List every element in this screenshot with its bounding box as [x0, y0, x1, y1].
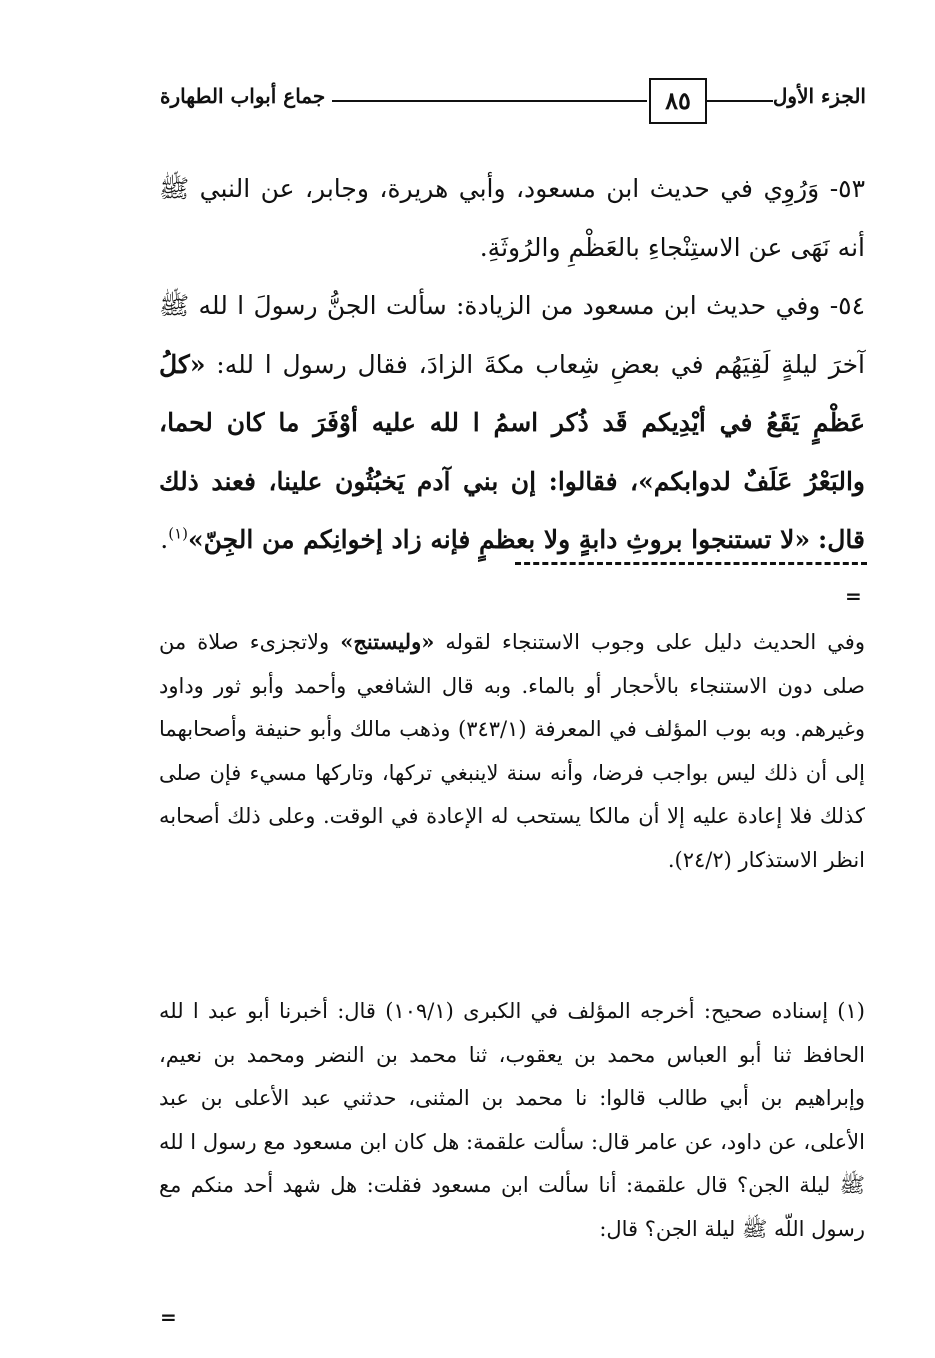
section-divider: [515, 562, 867, 575]
page-number: ٨٥: [649, 78, 707, 124]
main-text: [159, 160, 865, 570]
header-rule-right: [705, 100, 773, 102]
chapter-title: جماع أبواب الطهارة: [160, 84, 326, 108]
footnote-continuation-mark: =: [160, 1305, 177, 1329]
hadith-54: ٥٤- وفي حديث ابن مسعود من الزيادة: سألت الجنُّ رسولَ ا لله ﷺ آخرَ ليلةٍ لَقِيَهُم في بعضِ شِعاب مكةَ الزادَ، فقال رسول ا لله: «كلُ عَظْمٍ يَقَعُ في أيْدِيكم قَد ذُكر اسمُ ا لله عليه أوْفَرَ ما كان لحما، والبَعْرُ عَلَفٌ لدوابكم»، فقالوا: إن بني آدم يَخبُثُون علينا، فعند ذلك قال: «لا تستنجوا بروثِ دابةٍ ولا بعظمٍ فإنه زاد إخوانِكم من الجِنّ»$^{(١)}$.: [159, 291, 865, 554]
footnote-reference: (١): [168, 524, 188, 543]
volume-title: الجزء الأول: [772, 84, 866, 108]
commentary-part-2: ولاتجزىء صلاة من صلى دون الاستنجاء بالأحجار أو بالماء. وبه قال الشافعي وأحمد وأبو ثور وداود وغيرهم. وبه بوب المؤلف في المعرفة (٣٤٣/١) وذهب مالك وأبو حنيفة وأصحابهما إلى أن ذلك ليس بواجب فرضا، وأنه سنة لاينبغي تركها، وتاركها مسيء فإن صلى كذلك فلا إعادة عليه إلا أن مالكا يستحب له الإعادة في الوقت. وعلى ذلك أصحابه انظر الاستذكار (٢٤/٢).: [159, 630, 866, 872]
commentary-paragraph: [159, 620, 865, 882]
header-rule-left: [332, 100, 647, 102]
footnote: [159, 990, 865, 1251]
hadith-54-quote-1: «كلُ عَظْمٍ يَقَعُ في أيْدِيكم قَد ذُكر اسمُ ا لله عليه أوْفَرَ ما كان لحما، والبَعْرُ عَلَفٌ لدوابكم»: [159, 349, 865, 496]
footnote-text: (١) إسناده صحيح: أخرجه المؤلف في الكبرى (١٠٩/١) قال: أخبرنا أبو عبد ا لله الحافظ ثنا أبو العباس محمد بن يعقوب، ثنا محمد بن النضر ومحمد بن نعيم، وإبراهيم بن أبي طالب قالوا: نا محمد بن المثنى، حدثني عبد الأعلى بن عبد الأعلى، عن داود، عن عامر قال: سألت علقمة: هل كان ابن مسعود مع رسول ا لله ﷺ ليلة الجن؟ قال علقمة: أنا سألت ابن مسعود فقلت: هل شهد أحد منكم مع رسول اللّه ﷺ ليلة الجن؟ قال:: [159, 999, 865, 1241]
commentary-part-1: وفي الحديث دليل على وجوب الاستنجاء لقوله: [445, 630, 865, 654]
hadith-53: ٥٣- وَرُوِي في حديث ابن مسعود، وأبي هريرة، وجابر، عن النبي ﷺ أنه نَهَى عن الاستِنْجاءِ بالعَظْمِ والرُوثَةِ.: [159, 174, 865, 262]
hadith-54-intro: ٥٤- وفي حديث ابن مسعود من الزيادة: سألت الجنُّ رسولَ ا لله ﷺ آخرَ ليلةٍ لَقِيَهُم في بعضِ شِعاب مكةَ الزادَ، فقال رسول ا لله:: [159, 291, 865, 379]
hadith-54-quote-2: «لا تستنجوا بروثِ دابةٍ ولا بعظمٍ فإنه زاد إخوانِكم من الجِنّ»: [187, 525, 811, 554]
commentary-text: [159, 620, 865, 882]
hadith-54-middle: ، فقالوا: إن بني آدم يَخبُثُون علينا، فعند ذلك قال:: [159, 466, 865, 554]
page-header: [160, 78, 866, 128]
commentary-quoted-word: «وليستنج»: [340, 629, 435, 654]
continuation-mark: =: [845, 584, 862, 608]
